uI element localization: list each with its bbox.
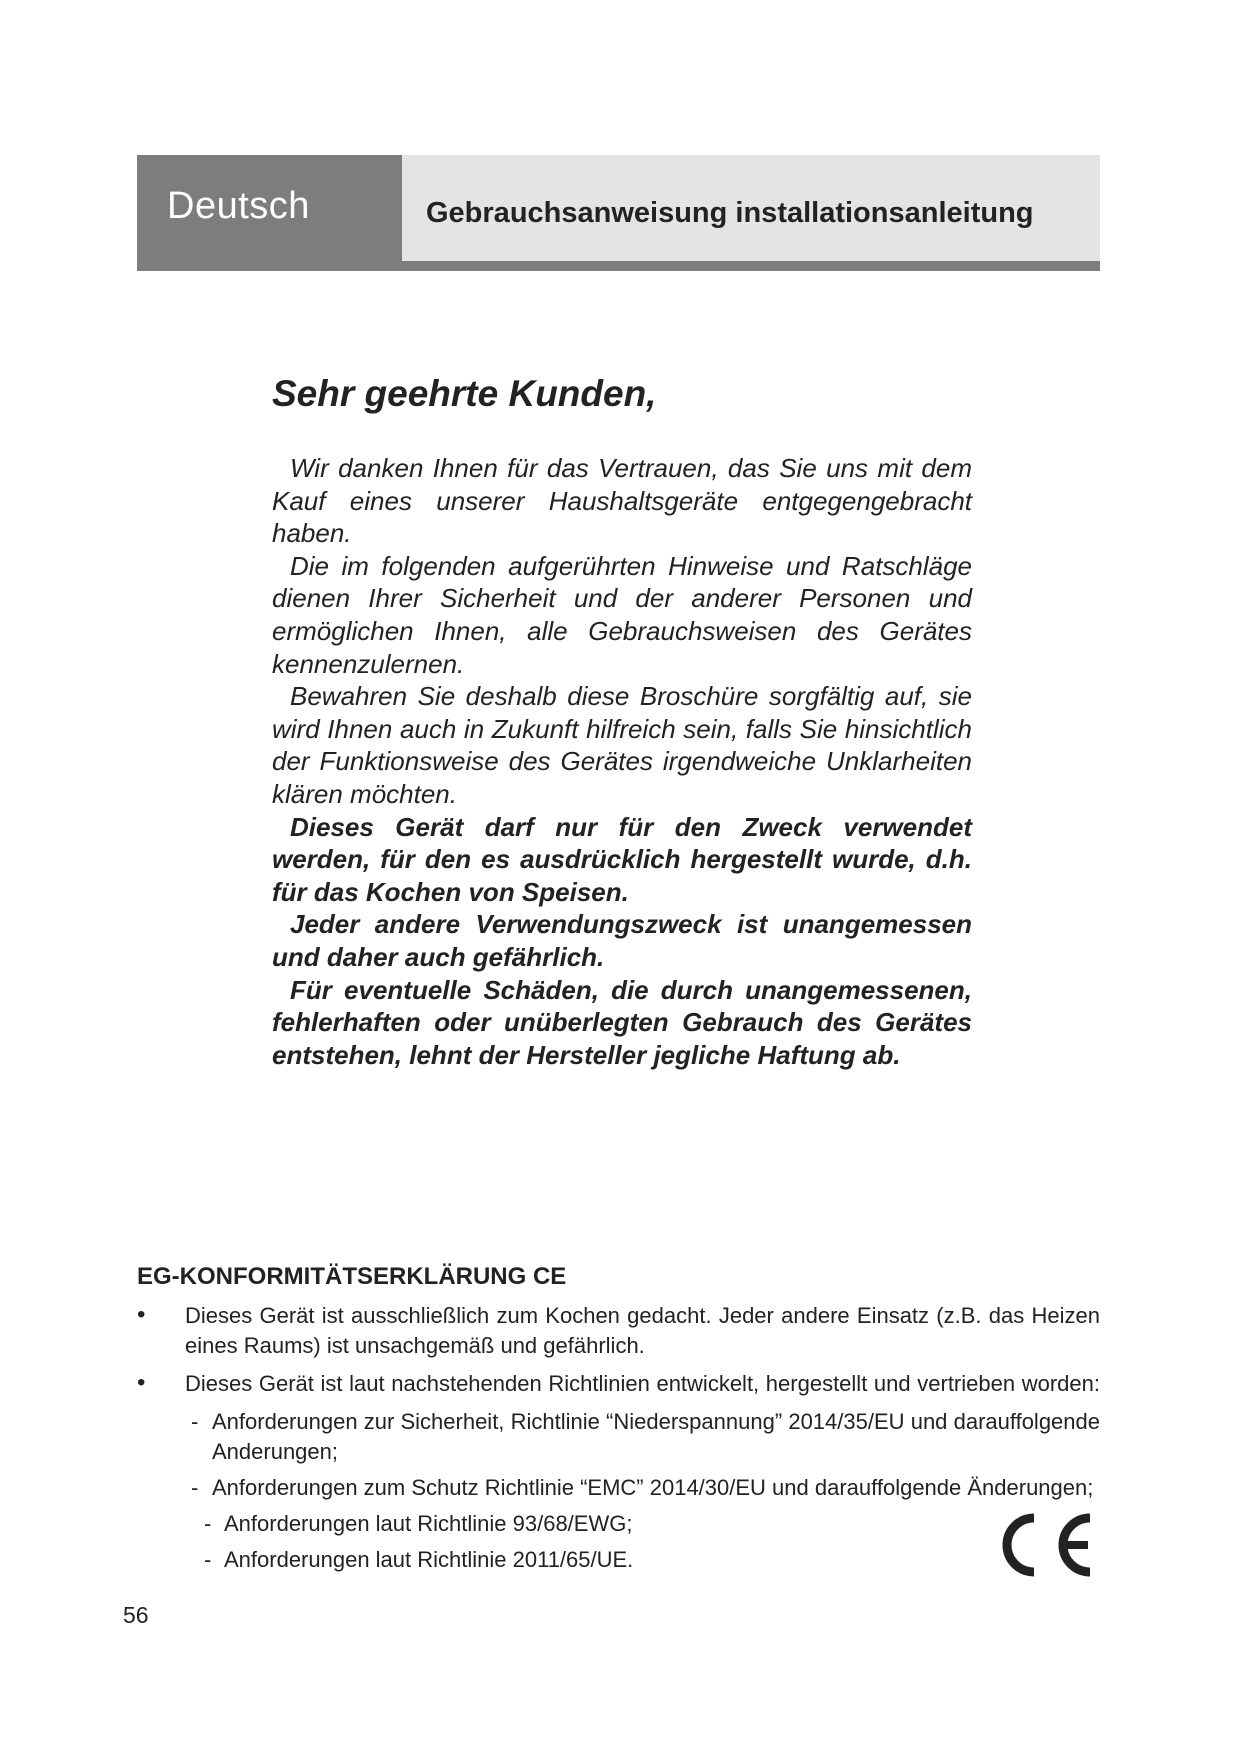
dash-icon: - bbox=[204, 1511, 212, 1536]
bullet-text: Dieses Gerät ist laut nachstehenden Richtlinien entwickelt, hergestellt und vertrieben worden: bbox=[185, 1371, 1100, 1396]
conformity-bullet bbox=[137, 1369, 1100, 1399]
header-bar bbox=[137, 155, 1100, 271]
title-underline bbox=[402, 261, 1100, 271]
dash-icon: - bbox=[191, 1475, 199, 1500]
greeting-heading: Sehr geehrte Kunden, bbox=[272, 373, 657, 414]
language-label: Deutsch bbox=[167, 185, 310, 227]
warning-paragraph: Dieses Gerät darf nur für den Zweck verwendet werden, für den es ausdrücklich hergestellt wurde, d.h. für das Kochen von Speisen. bbox=[272, 811, 972, 907]
intro-paragraph: Die im folgenden aufgerührten Hinweise und Ratschläge dienen Ihrer Sicherheit und der anderer Personen und ermöglichen Ihnen, alle Gebrauchsweisen des Gerätes kennenzulernen. bbox=[272, 550, 972, 679]
dash-icon: - bbox=[204, 1547, 212, 1572]
ce-mark-icon bbox=[990, 1510, 1100, 1580]
requirement-text: Anforderungen laut Richtlinie 2011/65/UE. bbox=[224, 1547, 634, 1572]
requirement-item bbox=[137, 1509, 1100, 1539]
intro-paragraph: Bewahren Sie deshalb diese Broschüre sorgfältig auf, sie wird Ihnen auch in Zukunft hilfreich sein, falls Sie hinsichtlich der Funktionsweise des Gerätes irgendweiche Unklarheiten klären möchten. bbox=[272, 681, 972, 809]
bullet-icon: • bbox=[137, 1369, 146, 1396]
requirement-text: Anforderungen zur Sicherheit, Richtlinie “Niederspannung” 2014/35/EU und darauffolgende Anderungen; bbox=[212, 1409, 1100, 1464]
dash-icon: - bbox=[191, 1409, 199, 1434]
bullet-text: Dieses Gerät ist ausschließlich zum Kochen gedacht. Jeder andere Einsatz (z.B. das Heizen eines Raums) ist unsachgemäß und gefährlich. bbox=[185, 1303, 1100, 1358]
requirement-item bbox=[137, 1473, 1100, 1503]
conformity-section bbox=[137, 1262, 1100, 1581]
manual-title: Gebrauchsanweisung installationsanleitung bbox=[426, 197, 1034, 229]
requirement-text: Anforderungen laut Richtlinie 93/68/EWG; bbox=[224, 1511, 633, 1536]
conformity-heading: EG-KONFORMITÄTSERKLÄRUNG CE bbox=[137, 1263, 567, 1290]
page-number: 56 bbox=[123, 1602, 149, 1628]
requirement-item bbox=[137, 1407, 1100, 1467]
language-box bbox=[137, 155, 402, 271]
requirement-item bbox=[137, 1545, 1100, 1575]
conformity-bullet bbox=[137, 1301, 1100, 1361]
intro-paragraph: Wir danken Ihnen für das Vertrauen, das Sie uns mit dem Kauf eines unserer Haushaltsgeräte entgegengebracht haben. bbox=[272, 453, 972, 549]
title-box bbox=[402, 155, 1100, 261]
bullet-icon: • bbox=[137, 1301, 146, 1328]
intro-text bbox=[272, 452, 972, 1071]
warning-paragraph: Jeder andere Verwendungszweck ist unangemessen und daher auch gefährlich. bbox=[272, 909, 972, 972]
warning-paragraph: Für eventuelle Schäden, die durch unangemessenen, fehlerhaften oder unüberlegten Gebrauch des Gerätes entstehen, lehnt der Hersteller jegliche Haftung ab. bbox=[272, 974, 972, 1070]
requirement-text: Anforderungen zum Schutz Richtlinie “EMC” 2014/30/EU und darauffolgende Änderungen; bbox=[212, 1475, 1094, 1500]
